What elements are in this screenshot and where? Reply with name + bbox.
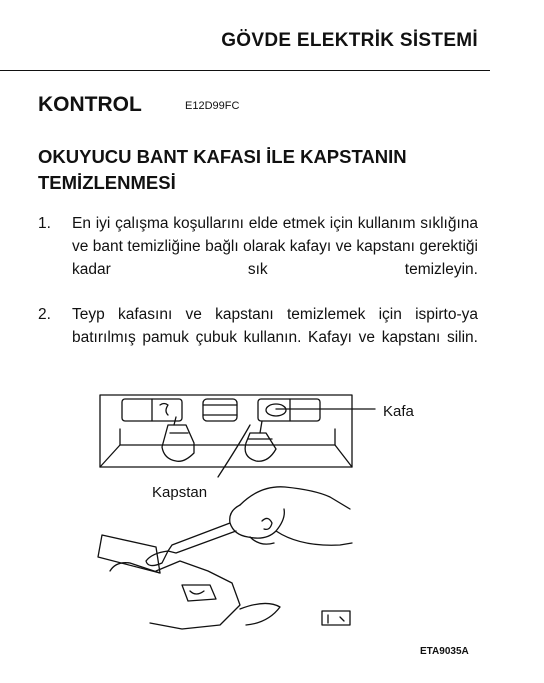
step-text: En iyi çalışma koşullarını elde etmek için kullanım sıklığına ve bant temizliğine bağlı olarak kafayı ve kapstanı gerektiği kadar sık temizleyin.	[72, 215, 478, 278]
connector-part	[322, 611, 350, 625]
section-code: E12D99FC	[185, 100, 240, 112]
tape-deck-outline	[100, 395, 352, 467]
step-item	[38, 303, 478, 375]
figure-label-capstan: Kapstan	[152, 484, 208, 501]
figure-code: ETA9035A	[420, 646, 469, 657]
figure-label-head: Kafa	[383, 403, 414, 420]
header-rule	[0, 70, 490, 71]
tape-head	[203, 399, 237, 421]
step-number: 2.	[38, 306, 51, 323]
pinch-roller-left	[162, 417, 194, 461]
step-item	[38, 212, 478, 284]
section-title: KONTROL	[38, 93, 142, 116]
capstan	[245, 421, 276, 461]
cleaning-illustration	[90, 385, 440, 635]
header-title: GÖVDE ELEKTRİK SİSTEMİ	[221, 30, 478, 51]
step-number: 1.	[38, 215, 51, 232]
tape-guide-left	[122, 399, 182, 421]
tape-guide-right	[258, 399, 320, 421]
step-text: Teyp kafasını ve kapstanı temizlemek için ispirto-ya batırılmış pamuk çubuk kullanın. Kafayı ve kapstanı silin.	[72, 306, 478, 346]
subsection-title: OKUYUCU BANT KAFASI İLE KAPSTANIN TEMİZLENMESİ	[38, 146, 407, 193]
tape-cassette	[98, 535, 280, 629]
